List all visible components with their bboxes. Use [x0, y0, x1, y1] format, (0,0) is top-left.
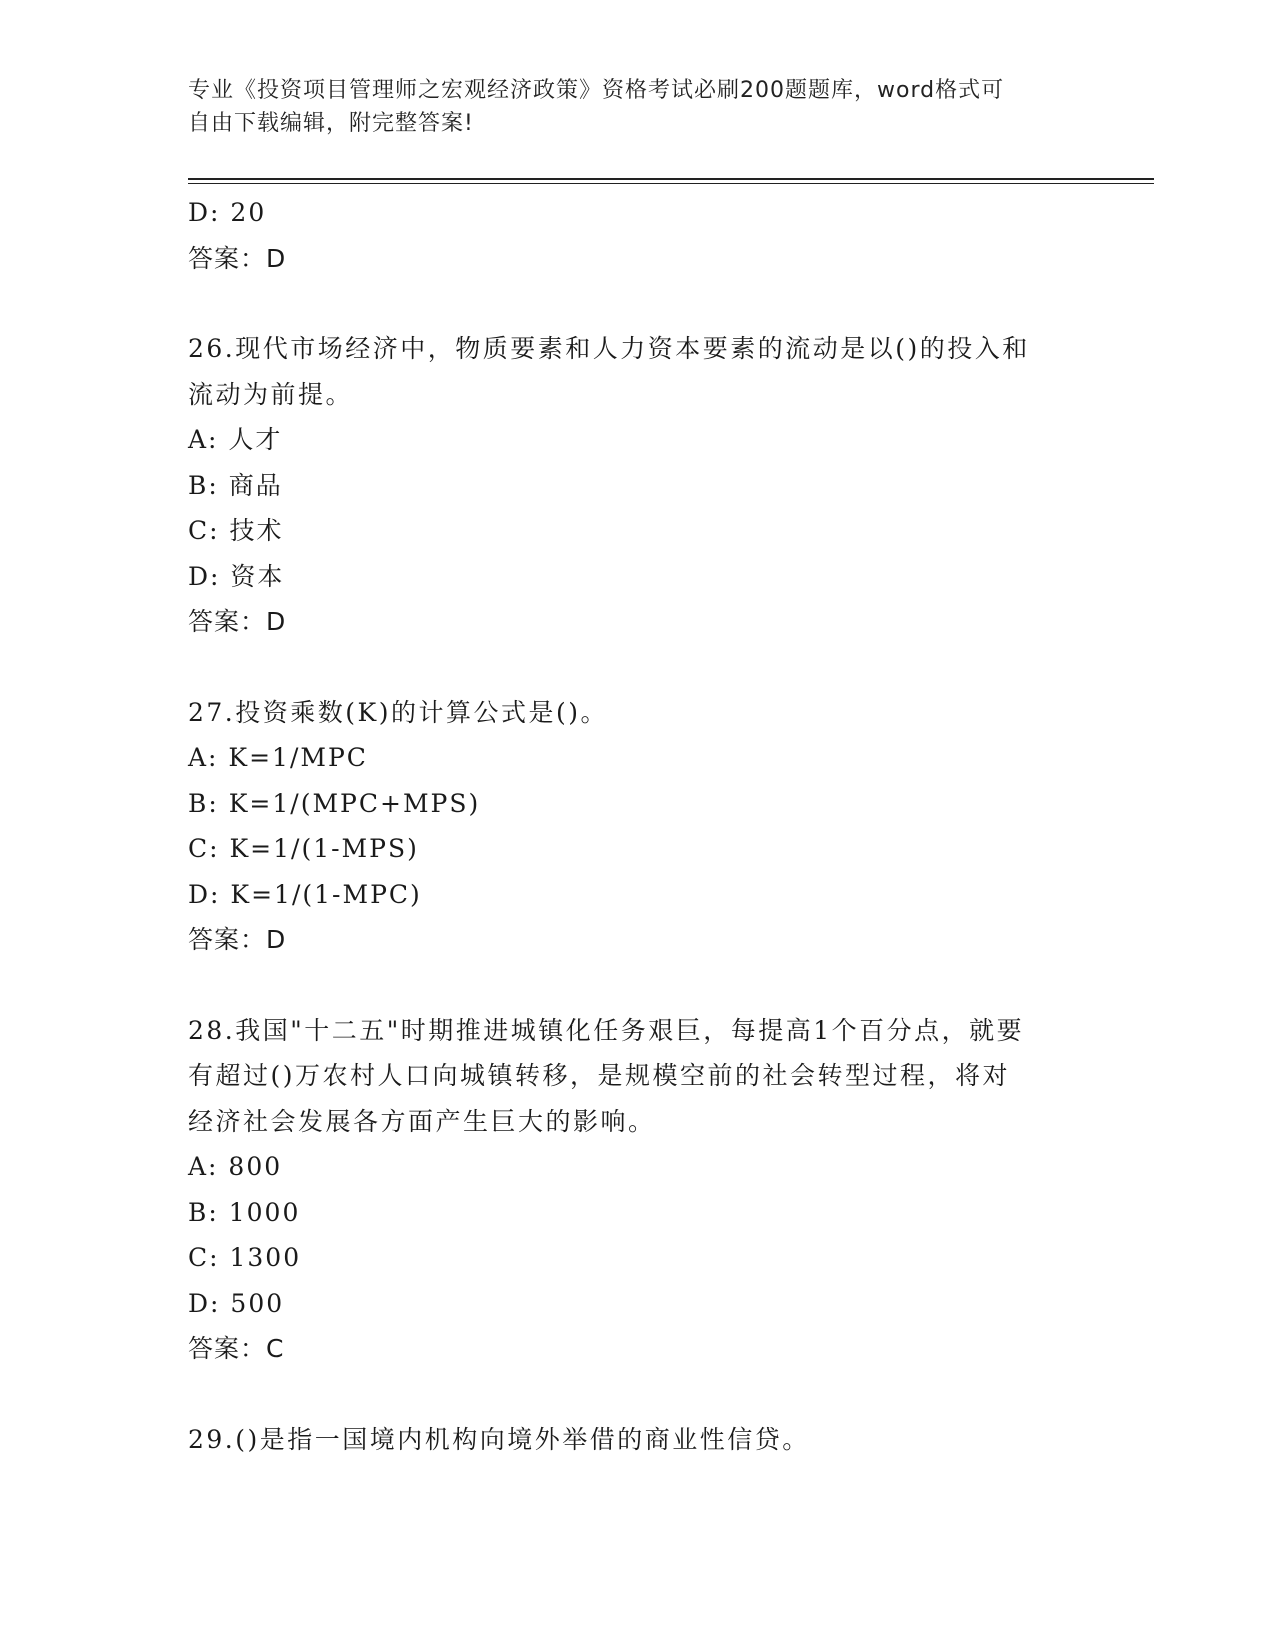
question-26: [188, 326, 1088, 645]
q28-answer: 答案：C: [188, 1334, 285, 1363]
q28-stem-line-3: 经济社会发展各方面产生巨大的影响。: [188, 1106, 656, 1136]
q28-stem-line-2: 有超过()万农村人口向城镇转移，是规模空前的社会转型过程，将对: [188, 1061, 1011, 1090]
spacer: [188, 1372, 1088, 1417]
page-header: [188, 74, 1088, 140]
q28-option-b: B: 1000: [188, 1197, 301, 1227]
question-list: [188, 190, 1088, 1462]
q28-option-c: C: 1300: [188, 1243, 302, 1272]
q29-stem-line-1: 29.()是指一国境内机构向境外举借的商业性信贷。: [188, 1424, 810, 1454]
q27-option-a: A: K=1/MPC: [188, 743, 368, 772]
q27-option-c: C: K=1/(1-MPS): [188, 834, 419, 863]
q26-option-a: A: 人才: [188, 425, 283, 454]
q28-option-d: D: 500: [188, 1288, 285, 1318]
q28-stem-line-1: 28.我国"十二五"时期推进城镇化任务艰巨，每提高1个百分点，就要: [188, 1015, 1025, 1045]
q27-option-d: D: K=1/(1-MPC): [188, 879, 422, 909]
prev-option-d: D: 20: [188, 198, 267, 227]
q26-answer: 答案：D: [188, 607, 287, 636]
header-line-2: 自由下载编辑，附完整答案!: [188, 111, 474, 136]
spacer: [188, 963, 1088, 1008]
spacer: [188, 645, 1088, 690]
q27-answer: 答案：D: [188, 925, 287, 954]
header-line-1: 专业《投资项目管理师之宏观经济政策》资格考试必刷200题题库，word格式可: [188, 78, 1005, 103]
spacer: [188, 281, 1088, 326]
q26-option-c: C: 技术: [188, 516, 284, 545]
q28-option-a: A: 800: [188, 1152, 283, 1181]
q27-option-b: B: K=1/(MPC+MPS): [188, 788, 481, 818]
header-divider: [188, 178, 1154, 184]
q26-option-d: D: 资本: [188, 561, 285, 591]
question-29: [188, 1417, 1088, 1463]
q26-option-b: B: 商品: [188, 470, 283, 500]
q26-stem-line-1: 26.现代市场经济中，物质要素和人力资本要素的流动是以()的投入和: [188, 334, 1030, 363]
question-28: [188, 1008, 1088, 1372]
prev-answer: 答案：D: [188, 243, 287, 273]
q27-stem-line-1: 27.投资乘数(K)的计算公式是()。: [188, 697, 608, 727]
q26-stem-line-2: 流动为前提。: [188, 379, 354, 409]
question-27: [188, 690, 1088, 963]
